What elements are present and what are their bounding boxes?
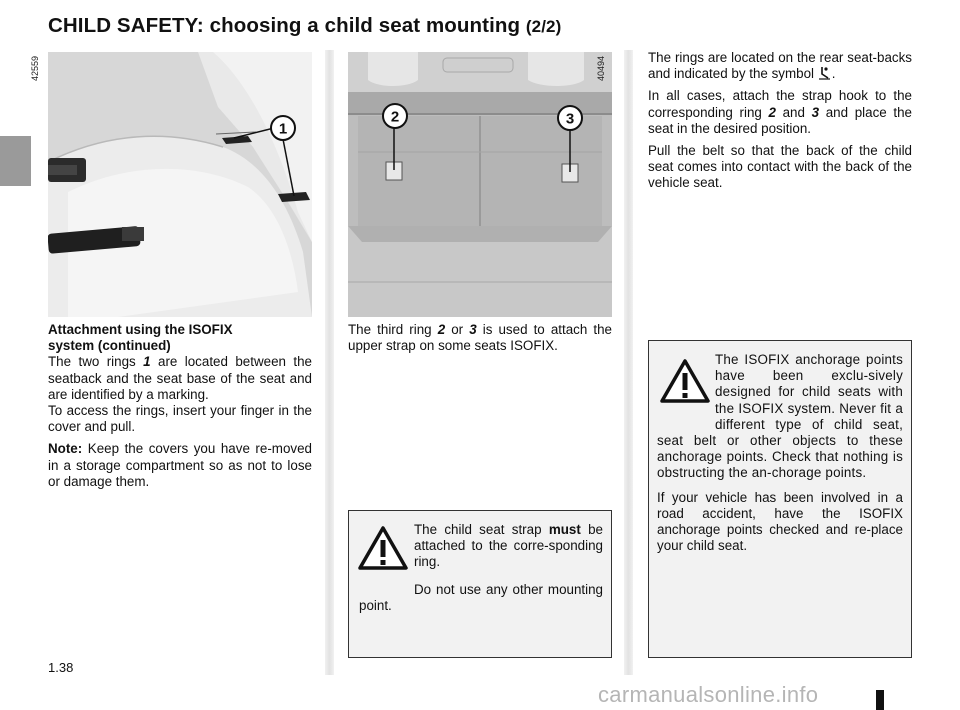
isofix-symbol-icon xyxy=(818,66,832,80)
figure-left-seat-illustration xyxy=(48,52,312,317)
right-paragraph-1: The rings are located on the rear seat-backs and indicated by the symbol . xyxy=(648,50,912,82)
page-title-suffix: (2/2) xyxy=(525,17,562,36)
warning-box-strap xyxy=(348,510,612,658)
right-paragraph-2: In all cases, attach the strap hook to the corresponding ring 2 and 3 and place the seat in the desired position. xyxy=(648,88,912,136)
page-title-main: CHILD SAFETY: choosing a child seat mounting xyxy=(48,14,521,37)
warning-isofix-p2: If your vehicle has been involved in a road accident, have the ISOFIX anchorage points checked and re-place your child seat. xyxy=(657,489,903,554)
figure-middle-trunk-illustration xyxy=(348,52,612,317)
watermark-text: carmanualsonline.info xyxy=(598,682,819,707)
right-paragraph-3: Pull the belt so that the back of the child seat comes into contact with the back of the vehicle seat. xyxy=(648,143,912,191)
callout-ring-3 xyxy=(555,103,585,133)
left-column-text xyxy=(48,322,312,490)
middle-paragraph-1: The third ring 2 or 3 is used to attach the upper strap on some seats ISOFIX. xyxy=(348,322,612,354)
figure-middle-code: 40494 xyxy=(596,56,606,82)
page-title xyxy=(48,14,561,38)
left-note: Note: Keep the covers you have re-moved in a storage compartment so as not to lose or damage them. xyxy=(48,441,312,489)
middle-column-text xyxy=(348,322,612,354)
column-separator-2 xyxy=(624,50,633,675)
column-separator-1 xyxy=(325,50,334,675)
callout-ring-2 xyxy=(380,101,410,131)
chapter-side-tab xyxy=(0,136,31,186)
warning-isofix-p1: The ISOFIX anchorage points have been exclu-sively designed for child seats with the ISOFIX system. Never fit a different type of child seat, seat belt or other objects to these anchorage points. Check that nothing is obstructing the an-chorage points. xyxy=(657,352,903,481)
left-paragraph-1: The two rings 1 are located between the seatback and the seat base of the seat and are identified by a marking. xyxy=(48,354,312,402)
warning-triangle-icon xyxy=(357,525,409,571)
callout-ring-1-label: 1 xyxy=(278,120,288,138)
warning-strap-line: The child seat strap must be attached to the corre-sponding ring. xyxy=(414,522,603,570)
warning-box-isofix xyxy=(648,340,912,658)
callout-ring-3-label: 3 xyxy=(565,110,575,128)
warning-strap-p2: Do not use any other mounting point. xyxy=(359,582,603,614)
right-column-text xyxy=(648,50,912,192)
corner-marker xyxy=(876,690,884,710)
callout-ring-2-label: 2 xyxy=(390,108,400,126)
left-paragraph-2: To access the rings, insert your finger in the cover and pull. xyxy=(48,403,312,435)
page-number: 1.38 xyxy=(48,660,74,675)
callout-ring-1 xyxy=(268,113,298,143)
figure-left-code: 42559 xyxy=(30,56,40,82)
section-heading: Attachment using the ISOFIX system (continued) xyxy=(48,322,233,354)
